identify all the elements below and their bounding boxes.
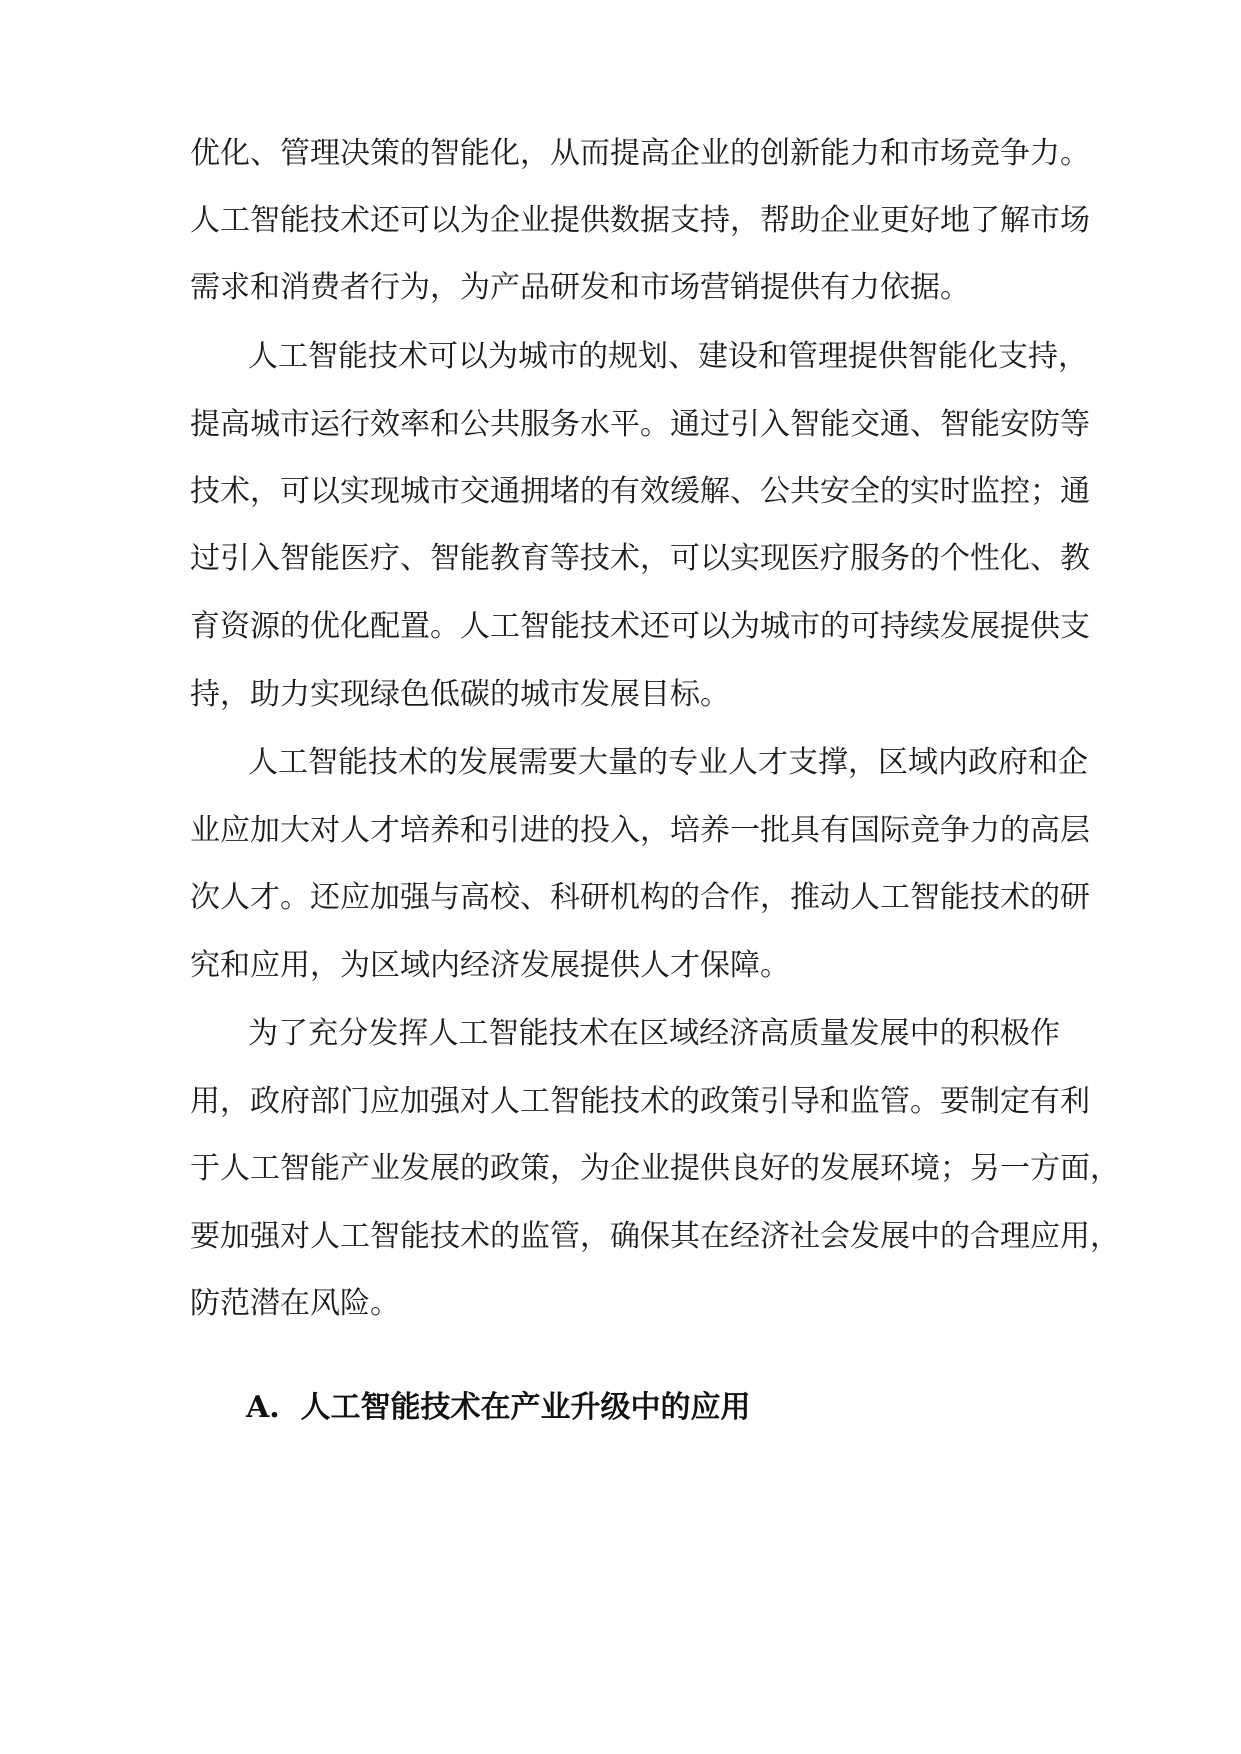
paragraph-2-line-2: 提高城市运行效率和公共服务水平。通过引入智能交通、智能安防等 [190,407,1090,442]
paragraph-2-line-6: 持，助力实现绿色低碳的城市发展目标。 [190,677,730,712]
paragraph-1-line-1: 优化、管理决策的智能化，从而提高企业的创新能力和市场竞争力。 [190,136,1090,171]
section-heading-text: 人工智能技术在产业升级中的应用 [300,1390,751,1425]
paragraph-4-line-5: 防范潜在风险。 [190,1286,400,1321]
paragraph-3-line-4: 究和应用，为区域内经济发展提供人才保障。 [190,948,790,983]
paragraph-3-line-3: 次人才。还应加强与高校、科研机构的合作，推动人工智能技术的研 [190,880,1090,915]
paragraph-4-line-2: 用，政府部门应加强对人工智能技术的政策引导和监管。要制定有利 [190,1084,1090,1119]
paragraph-2-line-1: 人工智能技术可以为城市的规划、建设和管理提供智能化支持， [248,339,1088,374]
paragraph-1-line-2: 人工智能技术还可以为企业提供数据支持，帮助企业更好地了解市场 [190,203,1090,238]
paragraph-3-line-1: 人工智能技术的发展需要大量的专业人才支撑，区域内政府和企 [248,745,1088,780]
section-heading-label: A. [246,1390,280,1425]
paragraph-4-line-3: 于人工智能产业发展的政策，为企业提供良好的发展环境；另一方面， [190,1151,1120,1186]
paragraph-4-line-1: 为了充分发挥人工智能技术在区域经济高质量发展中的积极作 [248,1016,1060,1051]
paragraph-2-line-5: 育资源的优化配置。人工智能技术还可以为城市的可持续发展提供支 [190,609,1090,644]
paragraph-2-line-4: 过引入智能医疗、智能教育等技术，可以实现医疗服务的个性化、教 [190,541,1090,576]
paragraph-1-line-3: 需求和消费者行为，为产品研发和市场营销提供有力依据。 [190,270,970,305]
paragraph-3-line-2: 业应加大对人才培养和引进的投入，培养一批具有国际竞争力的高层 [190,813,1090,848]
paragraph-4-line-4: 要加强对人工智能技术的监管，确保其在经济社会发展中的合理应用， [190,1219,1120,1254]
section-heading [246,1388,846,1428]
paragraph-2-line-3: 技术，可以实现城市交通拥堵的有效缓解、公共安全的实时监控；通 [190,474,1090,509]
